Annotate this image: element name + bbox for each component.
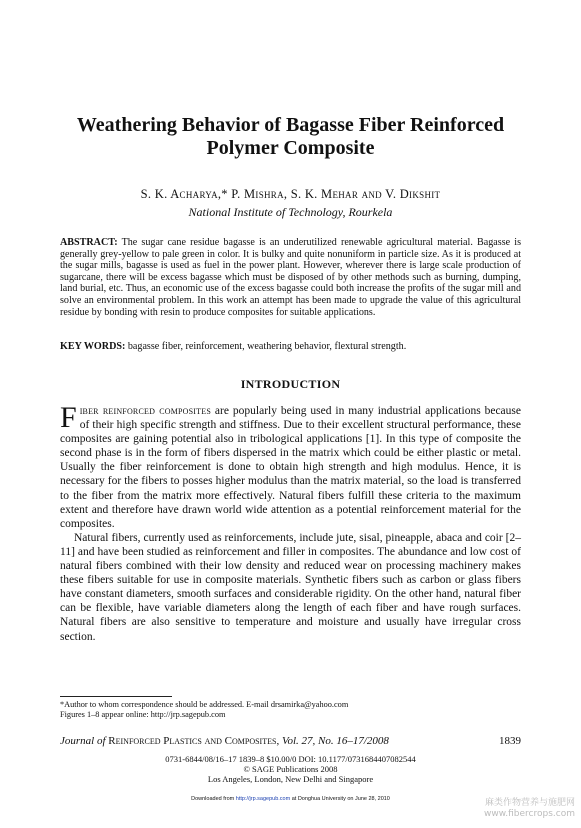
journal-issue: Vol. 27, No. 16–17/2008	[281, 735, 389, 747]
author-list: S. K. Acharya,* P. Mishra, S. K. Mehar and V. Dikshit	[140, 187, 441, 201]
watermark-line-1: 麻类作物营养与施肥网	[484, 798, 575, 808]
abstract-text: The sugar cane residue bagasse is an underutilized renewable agricultural material. Bagasse is generally grey-yellow to pale green in color. It is bulky and quite nonuniform in particle size. As it is produced at the sugar mills, bagasse is used as fuel in the power plant. However, wherever there is large scale production of sugarcane, there will be excess bagasse which must be disposed of by other methods such as burning, dumping, land burial, etc. Thus, an economic use of the excess bagasse could both increase the profits of the sugar mill and solve an environmental problem. In this work an attempt has been made to upgrade the value of this agricultural residue by bonding with resin to produce composites for suitable applications.	[60, 237, 521, 318]
keywords	[60, 341, 521, 352]
footnote-rule	[60, 696, 172, 697]
download-suffix: at Donghua University on June 28, 2010	[291, 796, 390, 802]
abstract-label: ABSTRACT:	[60, 237, 118, 248]
paragraph-1	[60, 401, 521, 531]
paper-title	[40, 114, 541, 160]
download-prefix: Downloaded from	[191, 796, 235, 802]
imprint-doi: 0731-6844/08/16–17 1839–8 $10.00/0 DOI: 10.1177/0731684407082544	[165, 754, 416, 764]
page-number: 1839	[499, 735, 521, 747]
paragraph-1-text: are popularly being used in many industrial applications because of their high specific strength and stiffness. Due to their excellent structural performance, these composites are gaining potential also in tribological applications [1]. In this type of composite the second phase is in the form of fibers dispersed in the matrix which could be either plastic or metal. Usually the fiber reinforcement is done to obtain high strength and high modulus. Hence, it is necessary for the fibers to posses higher modulus than the matrix material, so the load is transferred to the fiber from the matrix more effectively. Natural fibers fulfill these criteria to the maximum extent and therefore have drawn world wide attention as a potential reinforcement material for the composites.	[60, 405, 521, 530]
journal-name: Reinforced Plastics and Composites,	[108, 735, 280, 747]
journal-prefix: Journal of	[60, 735, 106, 747]
section-heading-introduction: INTRODUCTION	[240, 377, 341, 391]
journal-citation	[60, 735, 521, 747]
imprint-locations: Los Angeles, London, New Delhi and Singapore	[207, 774, 374, 784]
title-line-2: Polymer Composite	[206, 137, 375, 159]
abstract	[60, 237, 521, 318]
paragraph-1-smallcaps: iber reinforced composites	[79, 405, 211, 417]
affiliation: National Institute of Technology, Rourkela	[188, 205, 393, 219]
drop-cap: F	[60, 401, 77, 434]
watermark-line-2: www.fibercrops.com	[484, 809, 575, 819]
download-notice	[40, 796, 541, 802]
body-text	[60, 401, 521, 644]
paragraph-2: Natural fibers, currently used as reinforcements, include jute, sisal, pineapple, abaca and coir [2–11] and have been studied as reinforcement and filler in composites. The abundance and low cost of natural fibers combined with their low density and reduced wear on processing machinery makes these fibers suitable for use in composite materials. Synthetic fibers such as carbon or glass fibers have constant diameters, smooth surfaces and considerable rigidity. On the other hand, natural fiber can be flexible, have variable diameters along the length of each fiber and have rough surfaces. Natural fibers are also sensitive to temperature and moisture and usually have irregular cross section.	[60, 531, 521, 643]
keywords-text: bagasse fiber, reinforcement, weathering behavior, flextural strength.	[127, 341, 407, 352]
imprint-copyright: © SAGE Publications 2008	[243, 764, 338, 774]
footnote-correspondence: *Author to whom correspondence should be addressed. E-mail drsamirka@yahoo.com	[60, 700, 349, 709]
keywords-label: KEY WORDS:	[60, 341, 126, 352]
download-link[interactable]: http://jrp.sagepub.com	[235, 796, 291, 802]
site-watermark	[484, 798, 575, 820]
title-line-1: Weathering Behavior of Bagasse Fiber Reinforced	[76, 114, 505, 136]
footnote-figures: Figures 1–8 appear online: http://jrp.sagepub.com	[60, 710, 226, 719]
